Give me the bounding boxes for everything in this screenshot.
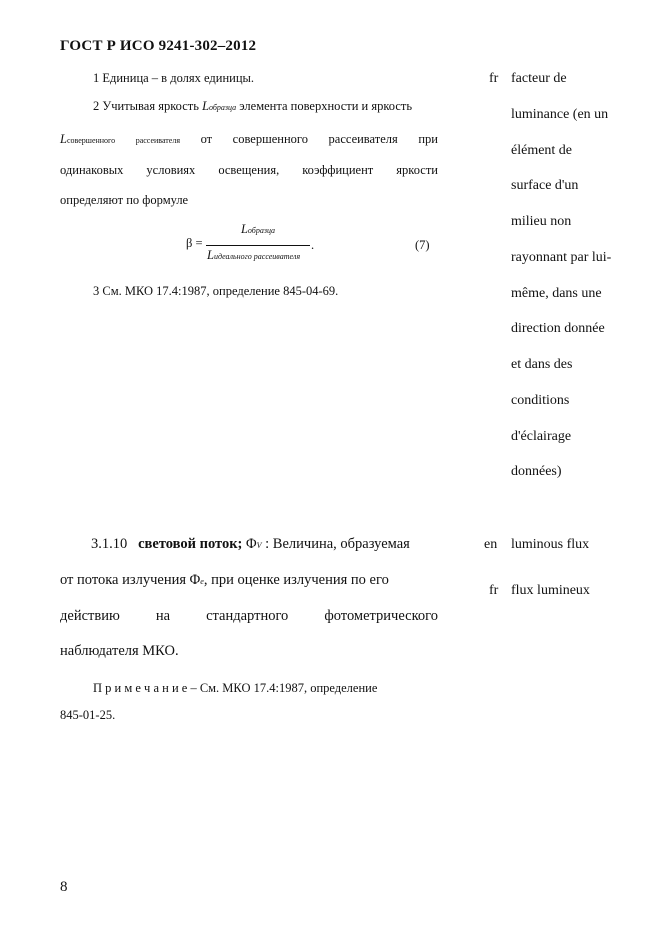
fr-line-2: luminance (en un bbox=[511, 107, 609, 122]
term-name: световой поток; bbox=[138, 536, 243, 552]
formula-denominator: Lидеального рассеивателя bbox=[207, 248, 301, 262]
note-2-line-1: 2 Учитывая яркость Lобразца элемента поверхности и яркость bbox=[93, 99, 413, 113]
lang-code-fr-2: fr bbox=[489, 583, 499, 598]
fr-line-8: direction donnée bbox=[511, 321, 605, 336]
translation-fr: flux lumineux bbox=[511, 583, 590, 598]
fr-line-4: surface d'un bbox=[511, 178, 579, 193]
document-header: ГОСТ Р ИСО 9241-302–2012 bbox=[60, 38, 257, 54]
term-line-3: действию на стандартного фотометрического bbox=[60, 608, 438, 624]
fr-line-5: milieu non bbox=[511, 214, 572, 229]
fr-line-3: élément de bbox=[511, 143, 573, 158]
formula-numerator: Lобразца bbox=[240, 222, 276, 236]
fr-line-1: facteur de bbox=[511, 71, 567, 86]
term-line-4: наблюдателя МКО. bbox=[60, 643, 179, 659]
lang-code-en: en bbox=[484, 537, 498, 552]
fr-line-10: conditions bbox=[511, 393, 570, 408]
note-3: 3 См. МКО 17.4:1987, определение 845-04-69. bbox=[93, 284, 339, 298]
lang-code-fr: fr bbox=[489, 71, 499, 86]
translation-en: luminous flux bbox=[511, 537, 590, 552]
note-line-1: П р и м е ч а н и е – См. МКО 17.4:1987, определение bbox=[93, 681, 378, 695]
note-line-2: 845-01-25. bbox=[60, 708, 116, 722]
fr-line-9: et dans des bbox=[511, 357, 573, 372]
fr-line-6: rayonnant par lui- bbox=[511, 250, 612, 265]
term-line-2: от потока излучения Φe, при оценке излучения по его bbox=[60, 572, 389, 588]
fr-line-7: même, dans une bbox=[511, 286, 602, 301]
note-2-line-2: Lсовершенного рассеивателя от совершенного рассеивателя при bbox=[60, 132, 438, 146]
formula-number: (7) bbox=[415, 238, 430, 252]
term-line-1: 3.1.10 световой поток; ΦV : Величина, образуемая bbox=[91, 536, 410, 552]
fraction-bar bbox=[206, 245, 310, 246]
note-2-line-4: определяют по формуле bbox=[60, 193, 189, 207]
term-symbol: ΦV bbox=[246, 536, 262, 552]
note-1: 1 Единица – в долях единицы. bbox=[93, 71, 255, 85]
term-number: 3.1.10 bbox=[91, 536, 128, 552]
formula-period: . bbox=[311, 238, 315, 252]
fr-line-12: données) bbox=[511, 464, 562, 479]
fr-line-11: d'éclairage bbox=[511, 429, 572, 444]
formula-beta: β = bbox=[186, 236, 203, 250]
note-2-line-3: одинаковых условиях освещения, коэффициент яркости bbox=[60, 163, 438, 177]
note-label: П р и м е ч а н и е bbox=[93, 681, 188, 695]
page-number: 8 bbox=[60, 879, 68, 895]
